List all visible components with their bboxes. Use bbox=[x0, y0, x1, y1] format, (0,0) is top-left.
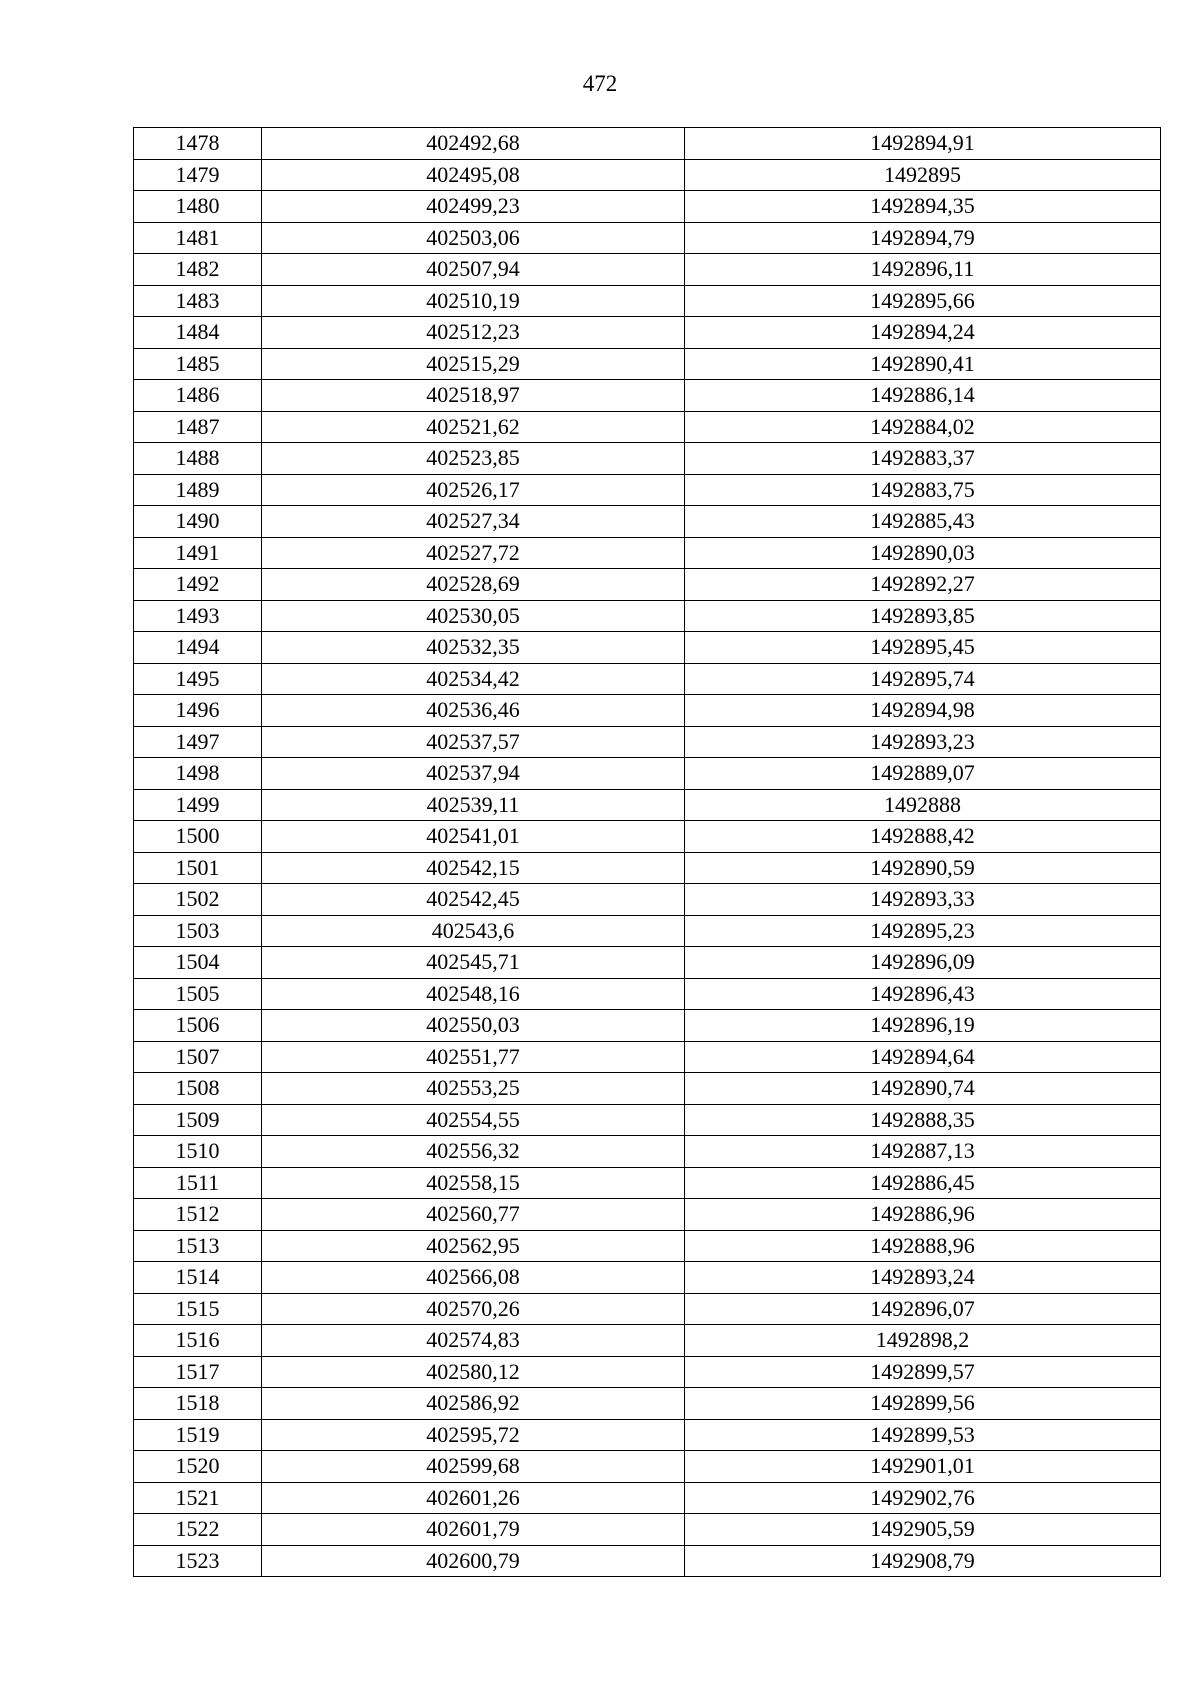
table-row bbox=[134, 1230, 1161, 1262]
table-row bbox=[134, 317, 1161, 349]
table-row bbox=[134, 443, 1161, 475]
table-row bbox=[134, 947, 1161, 979]
point-number-cell: 1500 bbox=[134, 821, 262, 853]
table-row bbox=[134, 159, 1161, 191]
y-coordinate-cell: 1492890,74 bbox=[685, 1073, 1161, 1105]
x-coordinate-cell: 402551,77 bbox=[262, 1041, 685, 1073]
x-coordinate-cell: 402543,6 bbox=[262, 915, 685, 947]
table-row bbox=[134, 285, 1161, 317]
y-coordinate-cell: 1492888,42 bbox=[685, 821, 1161, 853]
x-coordinate-cell: 402537,57 bbox=[262, 726, 685, 758]
table-row bbox=[134, 254, 1161, 286]
point-number-cell: 1503 bbox=[134, 915, 262, 947]
x-coordinate-cell: 402530,05 bbox=[262, 600, 685, 632]
point-number-cell: 1479 bbox=[134, 159, 262, 191]
x-coordinate-cell: 402560,77 bbox=[262, 1199, 685, 1231]
x-coordinate-cell: 402566,08 bbox=[262, 1262, 685, 1294]
point-number-cell: 1481 bbox=[134, 222, 262, 254]
y-coordinate-cell: 1492893,85 bbox=[685, 600, 1161, 632]
table-row bbox=[134, 978, 1161, 1010]
table-row bbox=[134, 128, 1161, 160]
x-coordinate-cell: 402574,83 bbox=[262, 1325, 685, 1357]
point-number-cell: 1523 bbox=[134, 1545, 262, 1577]
table-row bbox=[134, 411, 1161, 443]
point-number-cell: 1494 bbox=[134, 632, 262, 664]
table-row bbox=[134, 348, 1161, 380]
point-number-cell: 1517 bbox=[134, 1356, 262, 1388]
table-row bbox=[134, 726, 1161, 758]
y-coordinate-cell: 1492895,45 bbox=[685, 632, 1161, 664]
y-coordinate-cell: 1492888,96 bbox=[685, 1230, 1161, 1262]
x-coordinate-cell: 402553,25 bbox=[262, 1073, 685, 1105]
y-coordinate-cell: 1492899,57 bbox=[685, 1356, 1161, 1388]
y-coordinate-cell: 1492888,35 bbox=[685, 1104, 1161, 1136]
x-coordinate-cell: 402542,15 bbox=[262, 852, 685, 884]
table-row bbox=[134, 1325, 1161, 1357]
point-number-cell: 1522 bbox=[134, 1514, 262, 1546]
y-coordinate-cell: 1492895,66 bbox=[685, 285, 1161, 317]
point-number-cell: 1510 bbox=[134, 1136, 262, 1168]
table-row bbox=[134, 1136, 1161, 1168]
point-number-cell: 1505 bbox=[134, 978, 262, 1010]
table-row bbox=[134, 884, 1161, 916]
y-coordinate-cell: 1492885,43 bbox=[685, 506, 1161, 538]
x-coordinate-cell: 402595,72 bbox=[262, 1419, 685, 1451]
x-coordinate-cell: 402550,03 bbox=[262, 1010, 685, 1042]
point-number-cell: 1492 bbox=[134, 569, 262, 601]
point-number-cell: 1495 bbox=[134, 663, 262, 695]
table-row bbox=[134, 1482, 1161, 1514]
x-coordinate-cell: 402601,79 bbox=[262, 1514, 685, 1546]
x-coordinate-cell: 402527,72 bbox=[262, 537, 685, 569]
point-number-cell: 1490 bbox=[134, 506, 262, 538]
point-number-cell: 1480 bbox=[134, 191, 262, 223]
x-coordinate-cell: 402541,01 bbox=[262, 821, 685, 853]
point-number-cell: 1514 bbox=[134, 1262, 262, 1294]
table-row bbox=[134, 1545, 1161, 1577]
y-coordinate-cell: 1492899,56 bbox=[685, 1388, 1161, 1420]
table-row bbox=[134, 1073, 1161, 1105]
table-row bbox=[134, 852, 1161, 884]
table-row bbox=[134, 695, 1161, 727]
table-row bbox=[134, 789, 1161, 821]
point-number-cell: 1518 bbox=[134, 1388, 262, 1420]
y-coordinate-cell: 1492894,35 bbox=[685, 191, 1161, 223]
table-row bbox=[134, 1356, 1161, 1388]
y-coordinate-cell: 1492895,74 bbox=[685, 663, 1161, 695]
x-coordinate-cell: 402507,94 bbox=[262, 254, 685, 286]
x-coordinate-cell: 402601,26 bbox=[262, 1482, 685, 1514]
table-row bbox=[134, 600, 1161, 632]
point-number-cell: 1504 bbox=[134, 947, 262, 979]
table-row bbox=[134, 1388, 1161, 1420]
point-number-cell: 1485 bbox=[134, 348, 262, 380]
y-coordinate-cell: 1492894,24 bbox=[685, 317, 1161, 349]
table-row bbox=[134, 537, 1161, 569]
y-coordinate-cell: 1492888 bbox=[685, 789, 1161, 821]
y-coordinate-cell: 1492886,14 bbox=[685, 380, 1161, 412]
table-row bbox=[134, 222, 1161, 254]
x-coordinate-cell: 402539,11 bbox=[262, 789, 685, 821]
point-number-cell: 1501 bbox=[134, 852, 262, 884]
table-row bbox=[134, 1104, 1161, 1136]
y-coordinate-cell: 1492883,37 bbox=[685, 443, 1161, 475]
y-coordinate-cell: 1492890,41 bbox=[685, 348, 1161, 380]
point-number-cell: 1493 bbox=[134, 600, 262, 632]
y-coordinate-cell: 1492890,59 bbox=[685, 852, 1161, 884]
x-coordinate-cell: 402521,62 bbox=[262, 411, 685, 443]
table-row bbox=[134, 1010, 1161, 1042]
y-coordinate-cell: 1492902,76 bbox=[685, 1482, 1161, 1514]
y-coordinate-cell: 1492893,23 bbox=[685, 726, 1161, 758]
y-coordinate-cell: 1492894,98 bbox=[685, 695, 1161, 727]
table-row bbox=[134, 1451, 1161, 1483]
point-number-cell: 1507 bbox=[134, 1041, 262, 1073]
table-row bbox=[134, 1262, 1161, 1294]
y-coordinate-cell: 1492901,01 bbox=[685, 1451, 1161, 1483]
x-coordinate-cell: 402495,08 bbox=[262, 159, 685, 191]
x-coordinate-cell: 402554,55 bbox=[262, 1104, 685, 1136]
x-coordinate-cell: 402534,42 bbox=[262, 663, 685, 695]
x-coordinate-cell: 402542,45 bbox=[262, 884, 685, 916]
y-coordinate-cell: 1492894,79 bbox=[685, 222, 1161, 254]
point-number-cell: 1482 bbox=[134, 254, 262, 286]
table-row bbox=[134, 1419, 1161, 1451]
y-coordinate-cell: 1492886,45 bbox=[685, 1167, 1161, 1199]
point-number-cell: 1484 bbox=[134, 317, 262, 349]
x-coordinate-cell: 402532,35 bbox=[262, 632, 685, 664]
x-coordinate-cell: 402518,97 bbox=[262, 380, 685, 412]
point-number-cell: 1491 bbox=[134, 537, 262, 569]
point-number-cell: 1499 bbox=[134, 789, 262, 821]
y-coordinate-cell: 1492896,09 bbox=[685, 947, 1161, 979]
x-coordinate-cell: 402536,46 bbox=[262, 695, 685, 727]
point-number-cell: 1508 bbox=[134, 1073, 262, 1105]
y-coordinate-cell: 1492896,19 bbox=[685, 1010, 1161, 1042]
table-row bbox=[134, 506, 1161, 538]
x-coordinate-cell: 402600,79 bbox=[262, 1545, 685, 1577]
x-coordinate-cell: 402556,32 bbox=[262, 1136, 685, 1168]
table-row bbox=[134, 663, 1161, 695]
point-number-cell: 1516 bbox=[134, 1325, 262, 1357]
point-number-cell: 1483 bbox=[134, 285, 262, 317]
table-row bbox=[134, 1514, 1161, 1546]
point-number-cell: 1496 bbox=[134, 695, 262, 727]
table-row bbox=[134, 380, 1161, 412]
y-coordinate-cell: 1492896,11 bbox=[685, 254, 1161, 286]
table-row bbox=[134, 474, 1161, 506]
point-number-cell: 1497 bbox=[134, 726, 262, 758]
x-coordinate-cell: 402570,26 bbox=[262, 1293, 685, 1325]
point-number-cell: 1509 bbox=[134, 1104, 262, 1136]
y-coordinate-cell: 1492894,64 bbox=[685, 1041, 1161, 1073]
point-number-cell: 1520 bbox=[134, 1451, 262, 1483]
y-coordinate-cell: 1492889,07 bbox=[685, 758, 1161, 790]
y-coordinate-cell: 1492892,27 bbox=[685, 569, 1161, 601]
y-coordinate-cell: 1492908,79 bbox=[685, 1545, 1161, 1577]
table-row bbox=[134, 1167, 1161, 1199]
x-coordinate-cell: 402599,68 bbox=[262, 1451, 685, 1483]
table-row bbox=[134, 1199, 1161, 1231]
y-coordinate-cell: 1492905,59 bbox=[685, 1514, 1161, 1546]
point-number-cell: 1498 bbox=[134, 758, 262, 790]
y-coordinate-cell: 1492898,2 bbox=[685, 1325, 1161, 1357]
table-row bbox=[134, 915, 1161, 947]
y-coordinate-cell: 1492886,96 bbox=[685, 1199, 1161, 1231]
y-coordinate-cell: 1492896,07 bbox=[685, 1293, 1161, 1325]
point-number-cell: 1515 bbox=[134, 1293, 262, 1325]
table-row bbox=[134, 1041, 1161, 1073]
x-coordinate-cell: 402503,06 bbox=[262, 222, 685, 254]
point-number-cell: 1511 bbox=[134, 1167, 262, 1199]
x-coordinate-cell: 402527,34 bbox=[262, 506, 685, 538]
point-number-cell: 1487 bbox=[134, 411, 262, 443]
x-coordinate-cell: 402499,23 bbox=[262, 191, 685, 223]
table-row bbox=[134, 821, 1161, 853]
table-row bbox=[134, 1293, 1161, 1325]
point-number-cell: 1512 bbox=[134, 1199, 262, 1231]
y-coordinate-cell: 1492899,53 bbox=[685, 1419, 1161, 1451]
point-number-cell: 1486 bbox=[134, 380, 262, 412]
table-row bbox=[134, 632, 1161, 664]
y-coordinate-cell: 1492890,03 bbox=[685, 537, 1161, 569]
y-coordinate-cell: 1492887,13 bbox=[685, 1136, 1161, 1168]
point-number-cell: 1521 bbox=[134, 1482, 262, 1514]
page-number: 472 bbox=[582, 71, 618, 96]
x-coordinate-cell: 402580,12 bbox=[262, 1356, 685, 1388]
y-coordinate-cell: 1492883,75 bbox=[685, 474, 1161, 506]
point-number-cell: 1488 bbox=[134, 443, 262, 475]
x-coordinate-cell: 402537,94 bbox=[262, 758, 685, 790]
x-coordinate-cell: 402492,68 bbox=[262, 128, 685, 160]
point-number-cell: 1513 bbox=[134, 1230, 262, 1262]
table-row bbox=[134, 191, 1161, 223]
table-row bbox=[134, 569, 1161, 601]
point-number-cell: 1489 bbox=[134, 474, 262, 506]
point-number-cell: 1478 bbox=[134, 128, 262, 160]
y-coordinate-cell: 1492893,24 bbox=[685, 1262, 1161, 1294]
x-coordinate-cell: 402586,92 bbox=[262, 1388, 685, 1420]
x-coordinate-cell: 402515,29 bbox=[262, 348, 685, 380]
point-number-cell: 1519 bbox=[134, 1419, 262, 1451]
y-coordinate-cell: 1492895 bbox=[685, 159, 1161, 191]
y-coordinate-cell: 1492896,43 bbox=[685, 978, 1161, 1010]
x-coordinate-cell: 402548,16 bbox=[262, 978, 685, 1010]
x-coordinate-cell: 402523,85 bbox=[262, 443, 685, 475]
coordinates-table bbox=[133, 127, 1161, 1577]
x-coordinate-cell: 402512,23 bbox=[262, 317, 685, 349]
x-coordinate-cell: 402526,17 bbox=[262, 474, 685, 506]
x-coordinate-cell: 402562,95 bbox=[262, 1230, 685, 1262]
x-coordinate-cell: 402528,69 bbox=[262, 569, 685, 601]
y-coordinate-cell: 1492884,02 bbox=[685, 411, 1161, 443]
y-coordinate-cell: 1492895,23 bbox=[685, 915, 1161, 947]
x-coordinate-cell: 402510,19 bbox=[262, 285, 685, 317]
x-coordinate-cell: 402558,15 bbox=[262, 1167, 685, 1199]
point-number-cell: 1506 bbox=[134, 1010, 262, 1042]
point-number-cell: 1502 bbox=[134, 884, 262, 916]
coordinates-table-body bbox=[134, 128, 1161, 1577]
y-coordinate-cell: 1492894,91 bbox=[685, 128, 1161, 160]
y-coordinate-cell: 1492893,33 bbox=[685, 884, 1161, 916]
x-coordinate-cell: 402545,71 bbox=[262, 947, 685, 979]
table-row bbox=[134, 758, 1161, 790]
